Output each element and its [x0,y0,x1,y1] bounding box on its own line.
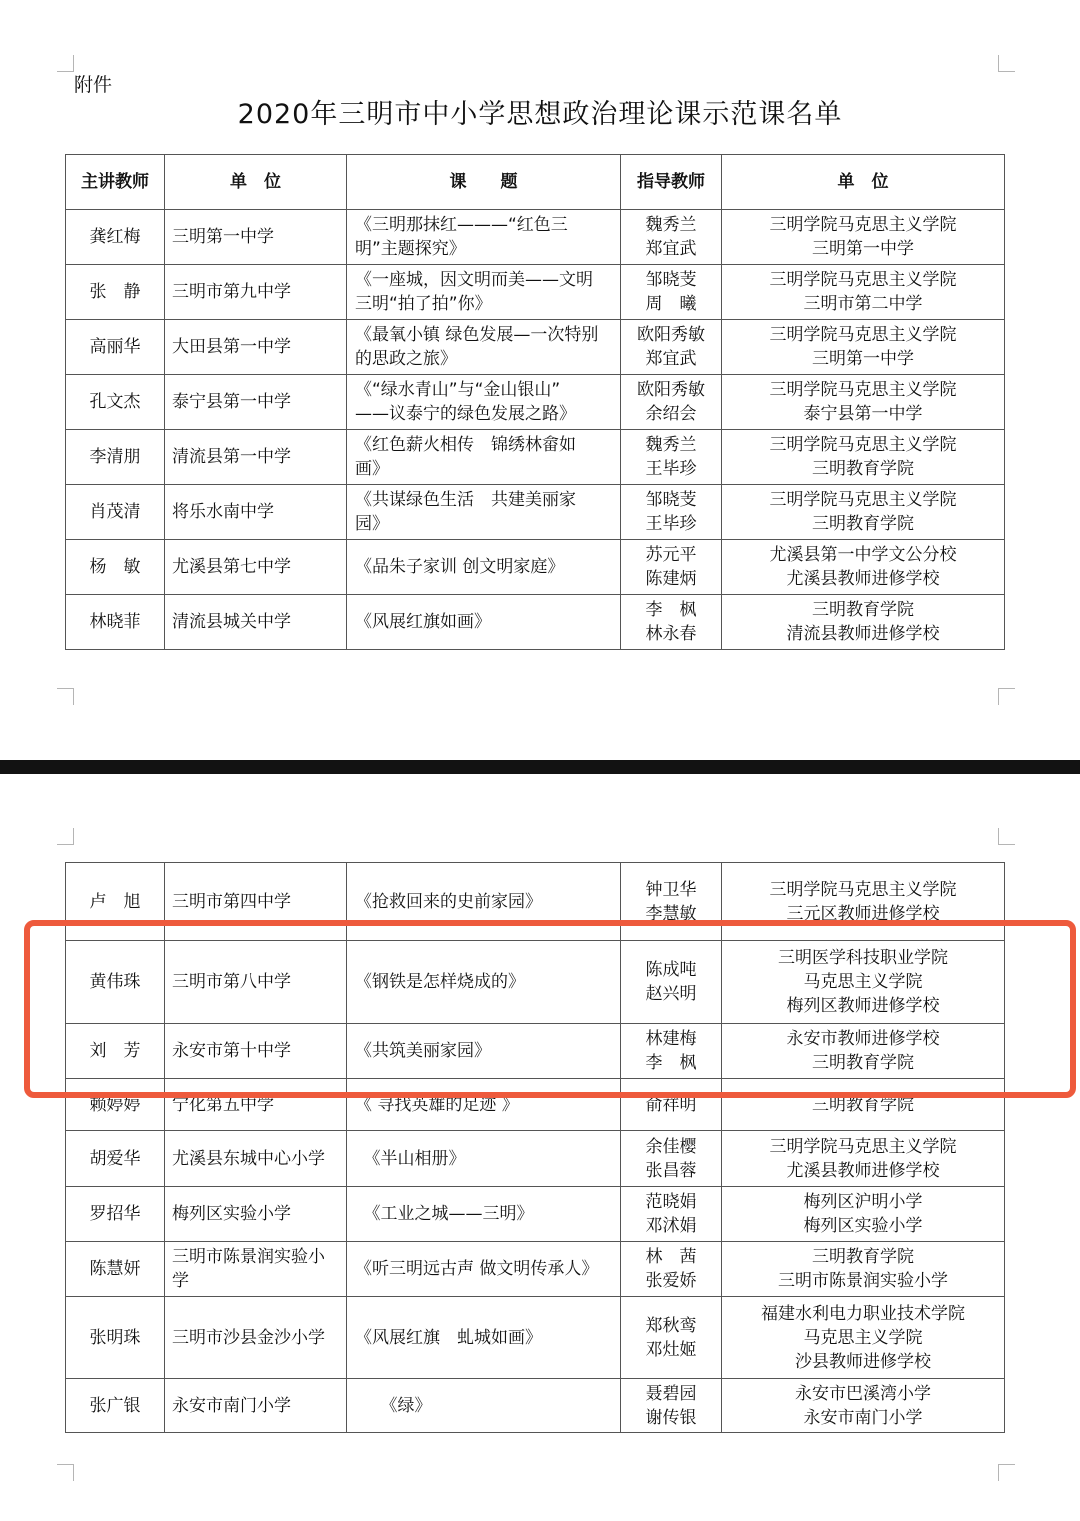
guide-unit-line: 永安市巴溪湾小学 [795,1383,931,1404]
demo-class-table-2 [65,862,1005,1433]
header-teacher: 主讲教师 [66,155,165,210]
cell-guide-teachers [621,210,722,265]
cell-topic [347,265,621,320]
topic-line: 《抢救回来的史前家园》 [355,891,542,912]
page-corner-mark [57,828,74,845]
topic-line: 《听三明远古声 做文明传承人》 [355,1259,599,1279]
guide-unit-line: 清流县教师进修学校 [786,624,940,644]
cell-teacher: 卢 旭 [66,863,165,941]
cell-guide-units [722,1024,1005,1079]
cell-unit: 三明市沙县金沙小学 [165,1297,347,1379]
guide-unit-line: 三明教育学院 [812,600,914,620]
guide-teacher: 李 枫 [645,1053,697,1073]
topic-line: 《风展红旗如画》 [355,612,491,632]
topic-line: 《钢铁是怎样烧成的》 [355,972,525,992]
cell-teacher: 肖茂清 [66,485,165,540]
page-corner-mark [57,1464,74,1481]
topic-line: 《共谋绿色生活 共建美丽家 [355,490,576,510]
guide-teacher: 李慧敏 [645,903,697,924]
guide-unit-line: 梅列区实验小学 [803,1216,923,1236]
topic-line: 《品朱子家训 创文明家庭》 [355,557,565,577]
guide-teacher: 陈成吨 [645,960,697,980]
cell-guide-teachers [621,1024,722,1079]
cell-unit: 三明市陈景润实验小学 [165,1242,347,1297]
page-corner-mark [57,688,74,705]
table-row [66,1187,1005,1242]
guide-teacher: 郑宜武 [645,239,697,259]
cell-topic [347,1079,621,1131]
table-row [66,485,1005,540]
guide-teacher: 王毕珍 [645,514,697,534]
cell-topic [347,375,621,430]
cell-guide-teachers [621,1079,722,1131]
guide-unit-line: 三明医学科技职业学院 [778,948,948,968]
guide-unit-line: 三明教育学院 [812,1094,914,1115]
cell-teacher: 赖婷婷 [66,1079,165,1131]
page-corner-mark [998,828,1015,845]
cell-topic [347,1024,621,1079]
topic-line: 《一座城，因文明而美——文明 [355,270,593,290]
guide-unit-line: 三明第一中学 [812,349,914,369]
page-corner-mark [998,55,1015,72]
cell-topic [347,863,621,941]
cell-guide-units [722,1242,1005,1297]
cell-teacher: 陈慧妍 [66,1242,165,1297]
table-row [66,1131,1005,1187]
guide-teacher: 邹晓芰 [645,490,697,510]
table-header-row [66,155,1005,210]
cell-guide-teachers [621,1187,722,1242]
cell-guide-teachers [621,540,722,595]
topic-line: 明”主题探究》 [355,239,466,259]
guide-unit-line: 三明学院马克思主义学院 [769,270,957,290]
cell-guide-units [722,375,1005,430]
table-row [66,210,1005,265]
table-row [66,595,1005,650]
topic-line: 《红色薪火相传 锦绣林畲如 [355,435,576,455]
topic-line: ——议泰宁的绿色发展之路》 [355,404,576,424]
cell-guide-units [722,1079,1005,1131]
guide-unit-line: 三明教育学院 [812,1053,914,1073]
guide-unit-line: 马克思主义学院 [803,972,923,992]
topic-line: 《半山相册》 [355,1148,466,1169]
guide-teacher: 林永春 [645,624,697,644]
topic-line: 《“绿水青山”与“金山银山” [355,380,561,400]
cell-topic [347,1187,621,1242]
cell-guide-teachers [621,941,722,1024]
cell-guide-teachers [621,1379,722,1433]
guide-unit-line: 三明学院马克思主义学院 [769,435,957,455]
cell-guide-units [722,210,1005,265]
cell-topic [347,1379,621,1433]
cell-guide-units [722,941,1005,1024]
guide-unit-line: 三明学院马克思主义学院 [769,490,957,510]
cell-teacher: 张明珠 [66,1297,165,1379]
guide-teacher: 钟卫华 [645,879,697,900]
guide-unit-line: 尤溪县教师进修学校 [786,569,940,589]
page-corner-mark [998,688,1015,705]
topic-line: 《共筑美丽家园》 [355,1041,491,1061]
cell-unit: 泰宁县第一中学 [165,375,347,430]
guide-unit-line: 三明学院马克思主义学院 [769,1136,957,1157]
topic-line: 《三明那抹红———“红色三 [355,215,568,235]
topic-line: 三明“拍了拍”你》 [355,294,492,314]
cell-topic [347,430,621,485]
guide-unit-line: 尤溪县第一中学文公分校 [769,545,957,565]
guide-teacher: 魏秀兰 [645,215,697,235]
cell-teacher: 孔文杰 [66,375,165,430]
table-row [66,941,1005,1024]
cell-teacher: 刘 芳 [66,1024,165,1079]
guide-unit-line: 三元区教师进修学校 [786,903,940,924]
topic-line: 《风展红旗 虬城如画》 [355,1327,542,1348]
cell-guide-teachers [621,320,722,375]
guide-unit-line: 三明第一中学 [812,239,914,259]
cell-teacher: 罗招华 [66,1187,165,1242]
cell-topic [347,595,621,650]
guide-unit-line: 三明学院马克思主义学院 [769,879,957,900]
cell-guide-units [722,320,1005,375]
guide-unit-line: 三明市第二中学 [803,294,923,314]
cell-unit: 大田县第一中学 [165,320,347,375]
guide-unit-line: 三明市陈景润实验小学 [778,1271,948,1291]
cell-teacher: 黄伟珠 [66,941,165,1024]
table-row [66,1024,1005,1079]
cell-guide-teachers [621,1242,722,1297]
guide-teacher: 赵兴明 [645,984,697,1004]
guide-teacher: 周 曦 [645,294,697,314]
guide-teacher: 范晓娟 [645,1192,697,1212]
guide-unit-line: 三明学院马克思主义学院 [769,325,957,345]
cell-guide-teachers [621,863,722,941]
topic-line: 的思政之旅》 [355,349,457,369]
cell-teacher: 杨 敏 [66,540,165,595]
topic-line: 《最氧小镇 绿色发展—一次特别 [355,325,599,345]
table-row [66,265,1005,320]
cell-guide-units [722,595,1005,650]
cell-guide-teachers [621,485,722,540]
cell-guide-teachers [621,265,722,320]
cell-guide-units [722,485,1005,540]
page-corner-mark [998,1464,1015,1481]
guide-teacher: 余佳樱 [645,1136,697,1157]
guide-teacher: 郑宜武 [645,349,697,369]
cell-guide-units [722,540,1005,595]
cell-guide-units [722,863,1005,941]
cell-guide-teachers [621,375,722,430]
cell-unit: 清流县第一中学 [165,430,347,485]
guide-unit-line: 梅列区教师进修学校 [786,996,940,1016]
guide-teacher: 谢传银 [645,1407,697,1428]
cell-teacher: 李清朋 [66,430,165,485]
cell-unit: 三明市第四中学 [165,863,347,941]
cell-topic [347,1242,621,1297]
header-guide-unit: 单 位 [722,155,1005,210]
guide-teacher: 王毕珍 [645,459,697,479]
cell-guide-teachers [621,1131,722,1187]
cell-guide-teachers [621,430,722,485]
guide-teacher: 张爱娇 [645,1271,697,1291]
guide-teacher: 张昌蓉 [645,1160,697,1181]
guide-teacher: 苏元平 [645,545,697,565]
guide-unit-line: 永安市教师进修学校 [786,1029,940,1049]
cell-unit: 永安市南门小学 [165,1379,347,1433]
guide-unit-line: 沙县教师进修学校 [795,1351,931,1372]
guide-unit-line: 泰宁县第一中学 [803,404,923,424]
cell-unit: 三明第一中学 [165,210,347,265]
guide-teacher: 邓灶姬 [645,1339,697,1360]
cell-unit: 梅列区实验小学 [165,1187,347,1242]
cell-topic [347,210,621,265]
cell-unit: 宁化第五中学 [165,1079,347,1131]
guide-teacher: 聂碧园 [645,1383,697,1404]
topic-line: 园》 [355,514,389,534]
guide-teacher: 俞祥明 [645,1094,697,1115]
header-topic: 课 题 [347,155,621,210]
cell-teacher: 高丽华 [66,320,165,375]
guide-teacher: 郑秋鸾 [645,1315,697,1336]
cell-unit: 三明市第九中学 [165,265,347,320]
cell-topic [347,540,621,595]
guide-unit-line: 三明学院马克思主义学院 [769,380,957,400]
table-row [66,1379,1005,1433]
cell-guide-units [722,1379,1005,1433]
guide-teacher: 邓沭娟 [645,1216,697,1236]
guide-teacher: 邹晓芰 [645,270,697,290]
guide-unit-line: 三明教育学院 [812,514,914,534]
cell-teacher: 张广银 [66,1379,165,1433]
demo-class-table-1 [65,154,1005,650]
guide-teacher: 陈建炳 [645,569,697,589]
table-row [66,1079,1005,1131]
cell-guide-teachers [621,1297,722,1379]
guide-unit-line: 三明学院马克思主义学院 [769,215,957,235]
cell-topic [347,941,621,1024]
attachment-label: 附件 [74,74,113,96]
cell-teacher: 龚红梅 [66,210,165,265]
guide-unit-line: 永安市南门小学 [803,1407,923,1428]
table-row [66,1242,1005,1297]
cell-teacher: 林晓菲 [66,595,165,650]
cell-guide-units [722,430,1005,485]
guide-unit-line: 三明教育学院 [812,1247,914,1267]
guide-unit-line: 梅列区沪明小学 [803,1192,923,1212]
document-page-1 [0,0,1080,760]
cell-guide-units [722,1187,1005,1242]
page-corner-mark [57,55,74,72]
guide-teacher: 林建梅 [645,1029,697,1049]
cell-unit: 三明市第八中学 [165,941,347,1024]
page-title: 2020年三明市中小学思想政治理论课示范课名单 [237,99,843,130]
guide-teacher: 魏秀兰 [645,435,697,455]
cell-topic [347,1297,621,1379]
topic-line: 《 寻找英雄的足迹 》 [355,1094,519,1115]
table-row [66,863,1005,941]
guide-unit-line: 福建水利电力职业技术学院 [761,1303,965,1324]
table-row [66,1297,1005,1379]
header-unit: 单 位 [165,155,347,210]
cell-unit: 将乐水南中学 [165,485,347,540]
cell-topic [347,1131,621,1187]
topic-line: 画》 [355,459,389,479]
cell-topic [347,320,621,375]
cell-topic [347,485,621,540]
cell-unit: 永安市第十中学 [165,1024,347,1079]
cell-unit: 清流县城关中学 [165,595,347,650]
cell-teacher: 胡爱华 [66,1131,165,1187]
table-row [66,540,1005,595]
guide-unit-line: 尤溪县教师进修学校 [786,1160,940,1181]
guide-teacher: 欧阳秀敏 [637,325,705,345]
cell-guide-units [722,1131,1005,1187]
guide-teacher: 林 茜 [645,1247,697,1267]
guide-teacher: 李 枫 [645,600,697,620]
table-row [66,320,1005,375]
topic-line: 《工业之城——三明》 [355,1204,534,1224]
guide-unit-line: 马克思主义学院 [803,1327,923,1348]
header-guide: 指导教师 [621,155,722,210]
guide-teacher: 欧阳秀敏 [637,380,705,400]
guide-teacher: 余绍会 [645,404,697,424]
cell-unit: 尤溪县第七中学 [165,540,347,595]
table-row [66,375,1005,430]
cell-guide-units [722,265,1005,320]
cell-guide-teachers [621,595,722,650]
topic-line: 《绿》 [355,1395,432,1416]
cell-teacher: 张 静 [66,265,165,320]
table-row [66,430,1005,485]
guide-unit-line: 三明教育学院 [812,459,914,479]
cell-unit: 尤溪县东城中心小学 [165,1131,347,1187]
cell-guide-units [722,1297,1005,1379]
page-separator [0,760,1080,774]
